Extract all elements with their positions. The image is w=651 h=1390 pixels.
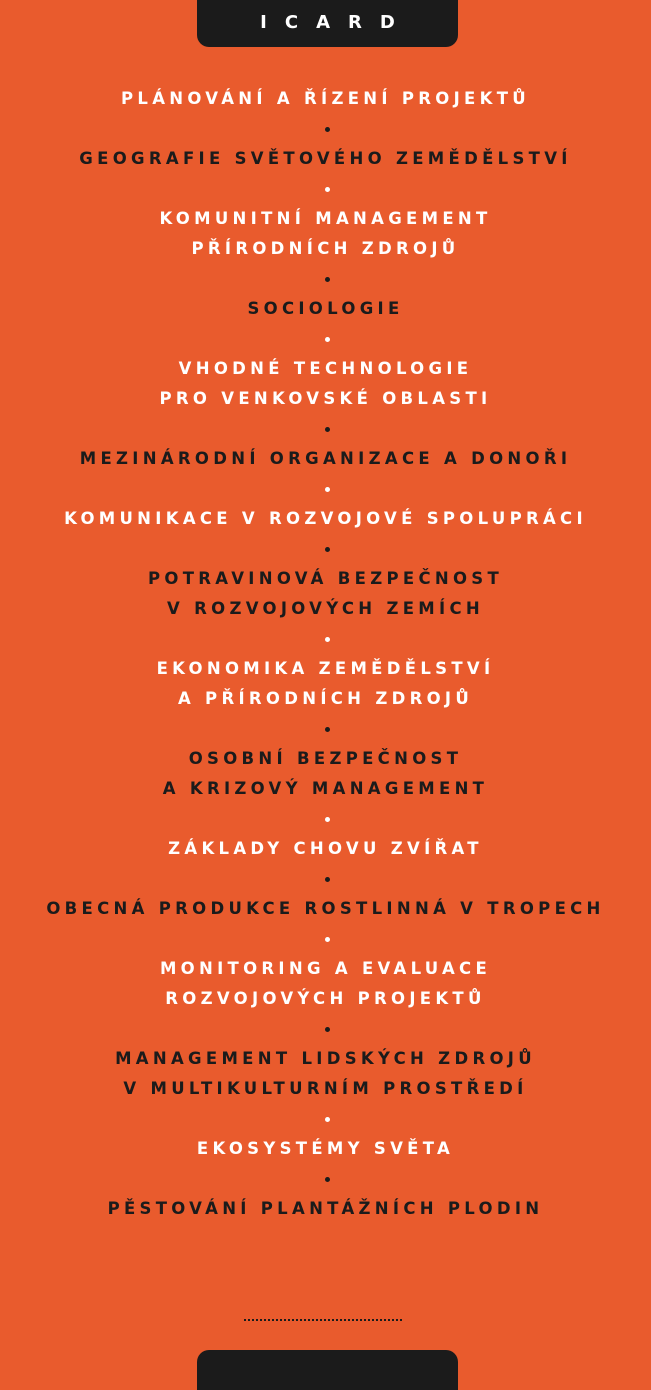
bullet-separator <box>0 264 651 294</box>
course-item <box>0 834 651 864</box>
course-item <box>0 354 651 414</box>
course-name-line: EKONOMIKA ZEMĚDĚLSTVÍ <box>156 659 495 678</box>
icard-header-tab <box>197 0 458 47</box>
course-name-line: V ROZVOJOVÝCH ZEMÍCH <box>167 599 484 618</box>
course-item <box>0 504 651 534</box>
bullet-separator <box>0 624 651 654</box>
icard-title: ICARD <box>260 12 413 33</box>
course-name-line: OBECNÁ PRODUKCE ROSTLINNÁ V TROPECH <box>46 899 605 918</box>
course-name-line: GEOGRAFIE SVĚTOVÉHO ZEMĚDĚLSTVÍ <box>79 149 572 168</box>
bottom-tab <box>197 1350 458 1390</box>
bullet-separator <box>0 864 651 894</box>
course-item <box>0 654 651 714</box>
course-name-line: PŘÍRODNÍCH ZDROJŮ <box>191 239 460 258</box>
bullet-separator <box>0 474 651 504</box>
course-name-line: PLÁNOVÁNÍ A ŘÍZENÍ PROJEKTŮ <box>121 89 530 108</box>
course-name-line: OSOBNÍ BEZPEČNOST <box>188 749 463 768</box>
course-name-line: VHODNÉ TECHNOLOGIE <box>178 359 473 378</box>
course-list <box>0 84 651 1224</box>
course-name-line: MANAGEMENT LIDSKÝCH ZDROJŮ <box>115 1049 536 1068</box>
course-name-line: ZÁKLADY CHOVU ZVÍŘAT <box>168 839 483 858</box>
course-item <box>0 1044 651 1104</box>
bullet-separator <box>0 1014 651 1044</box>
course-item <box>0 1194 651 1224</box>
course-name-line: KOMUNITNÍ MANAGEMENT <box>159 209 492 228</box>
course-item <box>0 1134 651 1164</box>
bullet-separator <box>0 114 651 144</box>
course-name-line: POTRAVINOVÁ BEZPEČNOST <box>147 569 504 588</box>
course-item <box>0 204 651 264</box>
course-item <box>0 444 651 474</box>
course-item <box>0 564 651 624</box>
course-item <box>0 144 651 174</box>
course-item <box>0 84 651 114</box>
bullet-separator <box>0 714 651 744</box>
bullet-separator <box>0 324 651 354</box>
course-item <box>0 894 651 924</box>
course-item <box>0 744 651 804</box>
course-name-line: PRO VENKOVSKÉ OBLASTI <box>159 389 492 408</box>
course-name-line: KOMUNIKACE V ROZVOJOVÉ SPOLUPRÁCI <box>64 509 587 528</box>
course-name-line: MONITORING A EVALUACE <box>159 959 492 978</box>
bullet-separator <box>0 414 651 444</box>
course-name-line: SOCIOLOGIE <box>247 299 404 318</box>
bullet-separator <box>0 1104 651 1134</box>
bullet-separator <box>0 174 651 204</box>
course-name-line: V MULTIKULTURNÍM PROSTŘEDÍ <box>123 1079 528 1098</box>
bullet-separator <box>0 1164 651 1194</box>
course-item <box>0 954 651 1014</box>
bullet-separator <box>0 534 651 564</box>
course-name-line: MEZINÁRODNÍ ORGANIZACE A DONOŘI <box>79 449 572 468</box>
course-name-line: ROZVOJOVÝCH PROJEKTŮ <box>165 989 486 1008</box>
course-name-line: EKOSYSTÉMY SVĚTA <box>196 1139 455 1158</box>
course-item <box>0 294 651 324</box>
course-name-line: PĚSTOVÁNÍ PLANTÁŽNÍCH PLODIN <box>107 1199 544 1218</box>
bullet-separator <box>0 804 651 834</box>
course-name-line: A PŘÍRODNÍCH ZDROJŮ <box>177 689 474 708</box>
course-name-line: A KRIZOVÝ MANAGEMENT <box>162 779 489 798</box>
bullet-separator <box>0 924 651 954</box>
dotted-divider <box>244 1319 402 1321</box>
